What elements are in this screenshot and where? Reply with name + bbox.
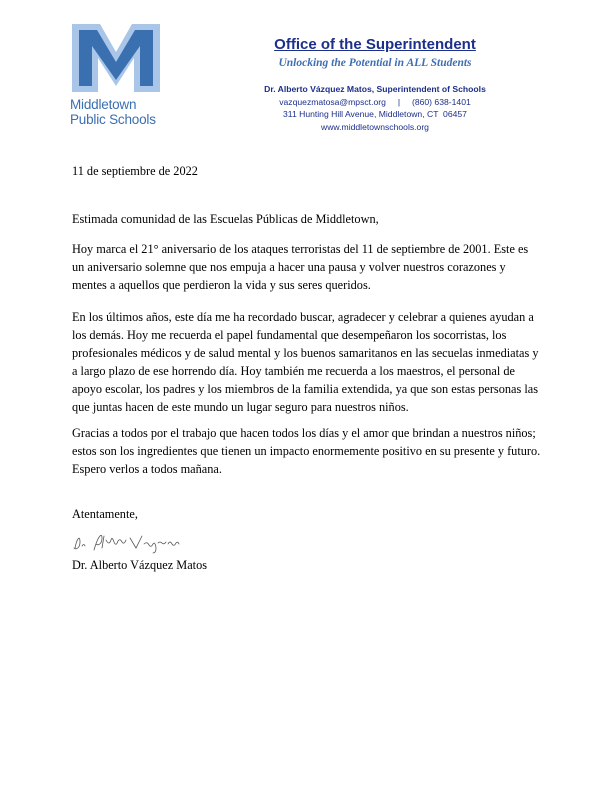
- closing: Atentamente,: [72, 507, 138, 521]
- email-phone: vazquezmatosa@mpsct.org | (860) 638-1401: [279, 96, 471, 107]
- website: www.middletownschools.org: [321, 121, 429, 132]
- office-title: Office of the Superintendent: [274, 36, 476, 53]
- paragraph-1: [72, 240, 542, 294]
- superintendent-name: Dr. Alberto Vázquez Matos, Superintendent of Schools: [264, 84, 486, 94]
- paragraph-2-text: En los últimos años, este día me ha recordado buscar, agradecer y celebrar a quienes ayudan a los demás. Hoy me recuerda el papel fundamental que desempeñaron los socorristas, los profesionales médicos y de salud mental y los buenos samaritanos en las secuelas inmediatas y a largo plazo de ese horrendo día. Hoy también me recuerda a los maestros, el personal de apoyo escolar, los padres y los miembros de la familia extendida, ya que son estas personas las que juntas hacen de este mundo un lugar seguro para nuestros niños.: [72, 310, 539, 414]
- logo-line-1: Middletown: [70, 97, 137, 112]
- handwritten-signature: [72, 526, 182, 556]
- paragraph-3: [72, 424, 542, 478]
- letterhead: [225, 36, 525, 133]
- letter-date: 11 de septiembre de 2022: [72, 164, 198, 178]
- district-logo: [70, 22, 162, 134]
- paragraph-1-text: Hoy marca el 21° aniversario de los ataques terroristas del 11 de septiembre de 2001. Este es un aniversario solemne que nos empuja a hacer una pausa y volver nuestros corazones y mentes a aquellos que perdieron la vida y sus seres queridos.: [72, 242, 529, 292]
- logo-line-2: Public Schools: [70, 112, 156, 127]
- letter-greeting: Estimada comunidad de las Escuelas Públicas de Middletown,: [72, 212, 379, 226]
- address: 311 Hunting Hill Avenue, Middletown, CT 06457: [283, 109, 467, 119]
- signer-name: Dr. Alberto Vázquez Matos: [72, 558, 208, 572]
- paragraph-3-text: Gracias a todos por el trabajo que hacen todos los días y el amor que brindan a nuestros niños; estos son los ingredientes que tienen un impacto enormemente positivo en su presente y futuro. Espero verlos a todos mañana.: [72, 426, 541, 476]
- m-logo-icon: [70, 22, 162, 94]
- tagline: Unlocking the Potential in ALL Students: [278, 57, 472, 69]
- paragraph-2: [72, 308, 542, 416]
- contact-block: [225, 83, 525, 133]
